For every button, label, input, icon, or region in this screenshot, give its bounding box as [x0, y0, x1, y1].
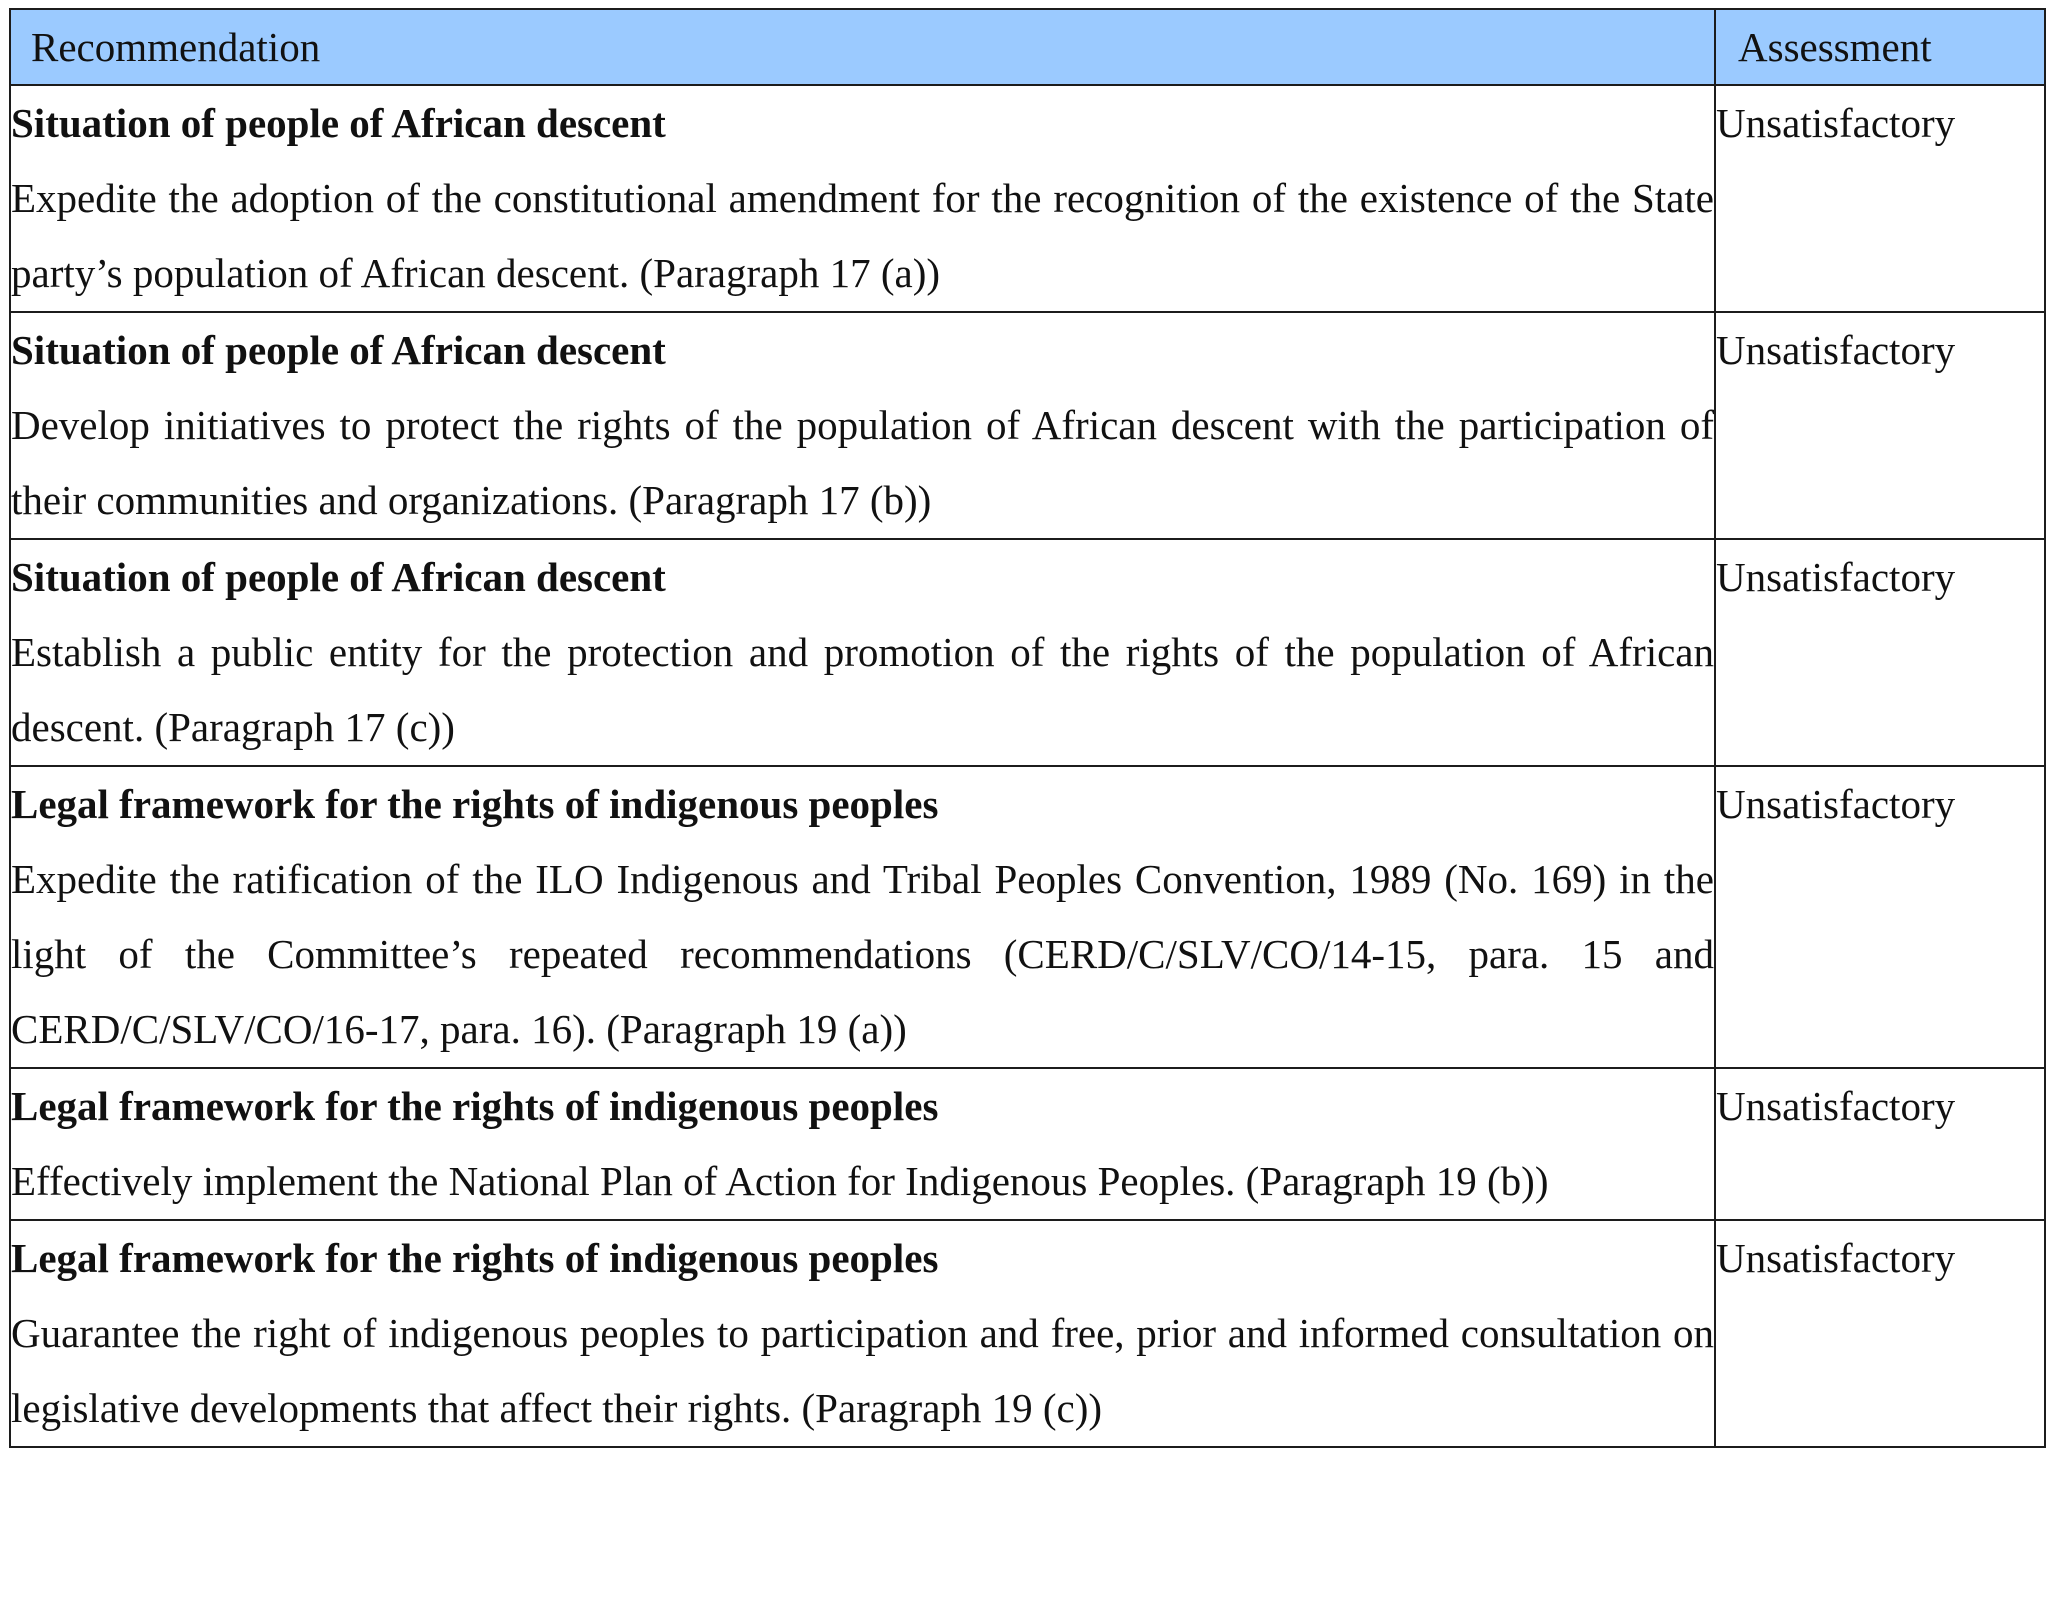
- recommendation-text: Expedite the ratification of the ILO Indigenous and Tribal Peoples Convention, 1989 (No. 169) in the light of the Committee’s repeated recommendations (CERD/C/SLV/CO/14-15, para. 15 and CERD/C/SLV/CO/16-17, para. 16). (Paragraph 19 (a)): [11, 856, 1714, 1052]
- recommendation-cell: [10, 766, 1715, 1068]
- recommendation-text: Establish a public entity for the protection and promotion of the rights of the population of African descent. (Paragraph 17 (c)): [11, 629, 1714, 750]
- recommendation-title: Situation of people of African descent: [11, 100, 666, 146]
- recommendation-text: Effectively implement the National Plan of Action for Indigenous Peoples. (Paragraph 19 (b)): [11, 1158, 1549, 1204]
- assessment-cell: Unsatisfactory: [1715, 1068, 2045, 1220]
- assessment-cell: Unsatisfactory: [1715, 85, 2045, 312]
- table-row: [10, 766, 2045, 1068]
- recommendation-text: Develop initiatives to protect the rights of the population of African descent with the participation of their communities and organizations. (Paragraph 17 (b)): [11, 402, 1714, 523]
- recommendation-cell: [10, 85, 1715, 312]
- recommendation-title: Situation of people of African descent: [11, 554, 666, 600]
- table-row: [10, 85, 2045, 312]
- recommendation-text: Expedite the adoption of the constitutional amendment for the recognition of the existence of the State party’s population of African descent. (Paragraph 17 (a)): [11, 175, 1714, 296]
- column-header-assessment: Assessment: [1715, 9, 2045, 85]
- table-row: [10, 539, 2045, 766]
- recommendation-title: Legal framework for the rights of indigenous peoples: [11, 1083, 939, 1129]
- assessment-cell: Unsatisfactory: [1715, 1220, 2045, 1447]
- table-row: [10, 312, 2045, 539]
- column-header-recommendation: Recommendation: [10, 9, 1715, 85]
- recommendation-text: Guarantee the right of indigenous peoples to participation and free, prior and informed consultation on legislative developments that affect their rights. (Paragraph 19 (c)): [11, 1310, 1714, 1431]
- table-header-row: [10, 9, 2045, 85]
- recommendation-cell: [10, 1068, 1715, 1220]
- recommendations-table: [9, 8, 2046, 1448]
- recommendation-title: Legal framework for the rights of indigenous peoples: [11, 1235, 939, 1281]
- table-row: [10, 1220, 2045, 1447]
- assessment-cell: Unsatisfactory: [1715, 539, 2045, 766]
- recommendation-cell: [10, 1220, 1715, 1447]
- recommendation-title: Situation of people of African descent: [11, 327, 666, 373]
- table-row: [10, 1068, 2045, 1220]
- recommendation-cell: [10, 539, 1715, 766]
- recommendation-cell: [10, 312, 1715, 539]
- recommendation-title: Legal framework for the rights of indigenous peoples: [11, 781, 939, 827]
- assessment-cell: Unsatisfactory: [1715, 766, 2045, 1068]
- assessment-cell: Unsatisfactory: [1715, 312, 2045, 539]
